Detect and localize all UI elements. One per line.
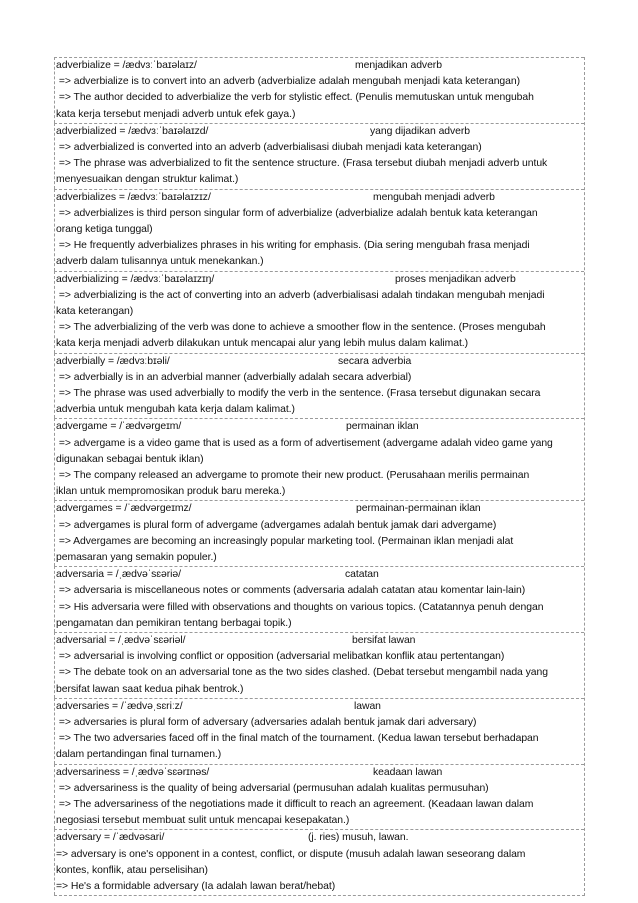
example-line: => The phrase was adverbialized to fit the sentence structure. (Frasa tersebut diubah menjadi adverb untuk [56,158,548,170]
entry-gloss: catatan [345,569,379,581]
definition-line: => adversaria is miscellaneous notes or comments (adversaria adalah catatan atau komentar lain-lain) [56,585,526,597]
entry-term: adversarial = /ˌædvəˈsɛəriəl/ [56,634,186,646]
entry-heading [56,765,584,781]
entry-gloss: permainan-permainan iklan [356,503,481,515]
example-line: => The two adversaries faced off in the final match of the tournament. (Kedua lawan tersebut berhadapan [56,733,539,745]
definition-line: => adverbialized is converted into an adverb (adverbialisasi diubah menjadi kata keterangan) [56,141,482,153]
entry-adversarial [54,632,584,698]
entry-heading [56,58,584,74]
entry-gloss: secara adverbia [338,355,412,367]
entry-adverbializing [54,271,584,353]
example-line: => The adverbializing of the verb was done to achieve a smoother flow in the sentence. (Proses mengubah [56,322,546,334]
example-line: => His adversaria were filled with observations and thoughts on various topics. (Catatannya penuh dengan [56,601,544,613]
example-line: pengamatan dan pemikiran tentang berbagai topik.) [56,617,292,629]
example-line: => He frequently adverbializes phrases in his writing for emphasis. (Dia sering mengubah frasa menjadi [56,240,530,252]
entry-term: adversary = /ˈædvəsari/ [56,832,165,844]
example-line: => The adversariness of the negotiations made it difficult to reach an agreement. (Keadaan lawan dalam [56,798,534,810]
example-line: => The phrase was used adverbially to modify the verb in the sentence. (Frasa tersebut digunakan secara [56,387,541,399]
entry-term: advergame = /ˈædvərgeɪm/ [56,421,182,433]
entry-advergames [54,500,584,566]
entry-adverbialized [54,123,584,189]
entry-heading [56,567,584,583]
dictionary-document [54,57,585,896]
entry-heading [56,272,584,288]
example-line: => The company released an advergame to promote their new product. (Perusahaan merilis permainan [56,469,530,481]
entry-term: adversaries = /ˈædvəˌsɛriːz/ [56,700,183,712]
example-line: => Advergames are becoming an increasingly popular marketing tool. (Permainan iklan menjadi alat [56,535,514,547]
entry-heading [56,501,584,517]
definition-line: => adversary is one's opponent in a contest, conflict, or dispute (musuh adalah lawan seseorang dalam [56,848,526,860]
entry-gloss: yang dijadikan adverb [370,125,471,137]
entry-adverbializes [54,189,584,271]
entry-heading [56,190,584,206]
entry-term: adverbially = /ædvɜːbɪəli/ [56,355,170,367]
example-line: kata kerja menjadi adverb dilakukan untuk mencapai alur yang lebih mulus dalam kalimat.) [56,338,469,350]
definition-line: => adverbializes is third person singular form of adverbialize (adverbialize adalah bentuk kata keterangan [56,207,538,219]
example-line: iklan untuk mempromosikan produk baru mereka.) [56,486,286,498]
entry-heading [56,354,584,370]
entry-term: advergames = /ˈædvərgeɪmz/ [56,503,192,515]
entry-gloss: bersifat lawan [352,634,416,646]
entry-adverbially [54,353,584,419]
entry-term: adverbializing = /ædvɜːˈbaɪəlaɪzɪŋ/ [56,273,215,285]
entry-heading [56,419,584,435]
entry-term: adverbializes = /ædvɜːˈbaɪəlaɪzɪz/ [56,191,211,203]
example-line: menyesuaikan dengan struktur kalimat.) [56,174,239,186]
entry-heading [56,633,584,649]
entry-advergame [54,418,584,500]
entry-gloss: mengubah menjadi adverb [373,191,495,203]
entry-heading [56,699,584,715]
example-line: adverb dalam tulisannya untuk menekankan.) [56,256,264,268]
definition-line: => adversariness is the quality of being adversarial (permusuhan adalah kualitas permusuhan) [56,782,489,794]
definition-line: => adverbially is in an adverbial manner (adverbially adalah secara adverbial) [56,371,412,383]
entry-gloss: lawan [354,700,381,712]
definition-line: digunakan sebagai bentuk iklan) [56,453,204,465]
entry-adversary [54,829,584,895]
definition-line: kontes, konflik, atau perselisihan) [56,864,208,876]
entry-adversaria [54,566,584,632]
definition-line: => advergame is a video game that is used as a form of advertisement (advergame adalah video game yang [56,437,553,449]
definition-line: kata keterangan) [56,305,134,317]
entry-heading [56,830,584,846]
definition-line: orang ketiga tunggal) [56,223,153,235]
example-line: negosiasi tersebut membuat sulit untuk mencapai kesepakatan.) [56,815,350,827]
example-line: bersifat lawan saat kedua pihak bentrok.) [56,683,244,695]
definition-line: => adverbializing is the act of converting into an adverb (adverbialisasi adalah tindakan mengubah menjadi [56,289,545,301]
entry-adverbialize [54,57,584,123]
definition-line: => advergames is plural form of advergame (advergames adalah bentuk jamak dari advergame) [56,519,497,531]
example-line: dalam pertandingan final turnamen.) [56,749,222,761]
example-line: => He's a formidable adversary (Ia adalah lawan berat/hebat) [56,880,336,892]
entry-gloss: permainan iklan [346,421,419,433]
entry-gloss: keadaan lawan [373,766,443,778]
example-line: => The debate took on an adversarial tone as the two sides clashed. (Debat tersebut mengambil nada yang [56,667,548,679]
entry-adversaries [54,698,584,764]
example-line: => The author decided to adverbialize the verb for stylistic effect. (Penulis memutuskan untuk mengubah [56,92,534,104]
example-line: pemasaran yang semakin populer.) [56,551,217,563]
entry-adversariness [54,764,584,830]
entry-term: adversaria = /ˌædvəˈsɛəriə/ [56,569,181,581]
definition-line: => adversaries is plural form of adversary (adversaries adalah bentuk jamak dari adversary) [56,716,477,728]
entry-gloss: proses menjadikan adverb [395,273,516,285]
example-line: adverbia untuk mengubah kata kerja dalam kalimat.) [56,404,295,416]
entry-term: adverbialize = /ædvɜːˈbaɪəlaɪz/ [56,60,197,71]
entry-gloss: menjadikan adverb [355,60,442,71]
example-line: kata kerja tersebut menjadi adverb untuk efek gaya.) [56,108,296,120]
entry-heading [56,124,584,140]
entry-term: adverbialized = /ædvɜːˈbaɪəlaɪzd/ [56,125,209,137]
definition-line: => adverbialize is to convert into an adverb (adverbialize adalah mengubah menjadi kata keterangan) [56,76,521,88]
entry-term: adversariness = /ˌædvəˈsɛərɪnəs/ [56,766,210,778]
definition-line: => adversarial is involving conflict or opposition (adversarial melibatkan konflik atau pertentangan) [56,651,505,663]
entry-gloss: (j. ries) musuh, lawan. [308,832,409,844]
